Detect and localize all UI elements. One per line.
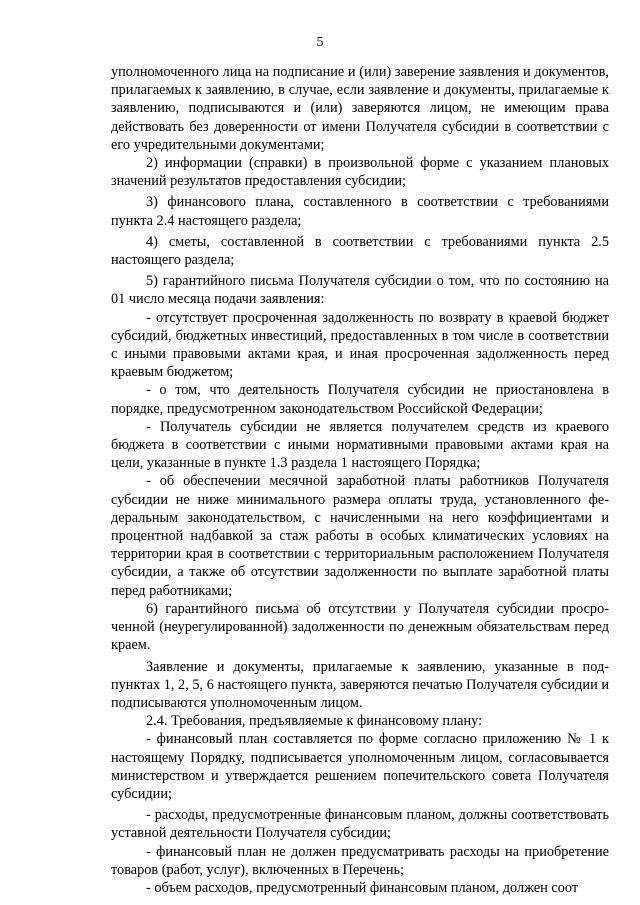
- paragraph-certification: Заявление и документы, прилагаемые к заявлению, указанные в подпунктах 1, 2, 5, 6 настоящего пункта, заверяются печатью Получателя субсидии и подписываются уполномоченным лицом.: [111, 658, 609, 711]
- paragraph-bullet-purchases: - финансовый план не должен предусматривать расходы на приобретение товаров (работ, услуг), включенных в Перечень;: [111, 843, 609, 878]
- paragraph-bullet-recipient: - Получатель субсидии не является получателем средств из краевого бюджета в соответствии с иными нормативными правовыми актами края на цели, указанные в пункте 1.3 раздела 1 настоящего Порядка;: [111, 418, 609, 472]
- paragraph-bullet-debt: - отсутствует просроченная задолженность по возврату в краевой бюджет субсидий, бюджетных инвестиций, предоставленных в том числе в соответствии с иными правовыми актами края, и иная просроченная задолженность перед краевым бюджетом;: [111, 309, 609, 381]
- paragraph-bullet-form: - финансовый план составляется по форме согласно приложению № 1 к настоящему Порядку, подписывается уполномоченным лицом, согласовывается министерством и утверждается решением попечительского совета Получателя субсидии;: [111, 731, 609, 802]
- paragraph-item-6: 6) гарантийного письма об отсутствии у Получателя субсидии просроченной (неурегулированной) задолженности по денежным обязательствам перед краем.: [111, 600, 609, 654]
- paragraph-item-3: 3) финансового плана, составленного в соответствии с требованиями пункта 2.4 настоящего раздела;: [111, 194, 609, 229]
- paragraph-bullet-volume: - объем расходов, предусмотренный финансовым планом, должен соот: [146, 879, 579, 896]
- paragraph-bullet-activity: - о том, что деятельность Получателя субсидии не приостановлена в порядке, предусмотренном законодательством Российской Федерации;: [111, 382, 609, 417]
- paragraph-bullet-salary: - об обеспечении месячной заработной платы работников Получателя субсидии не ниже минимального размера оплаты труда, установленного федеральным законодательством, с начисленными на него коэффициентами и процентной надбавкой за стаж работы в особых климатических условиях на территории края в соответствии с территориальным расположением Получателя субсидии, а также об отсутствии задолженности по выплате заработной платы перед работниками;: [111, 473, 609, 599]
- paragraph-item-2: 2) информации (справки) в произвольной форме с указанием плановых значений результатов предоставления субсидии;: [111, 155, 609, 190]
- document-body: [111, 63, 609, 897]
- paragraph-continuation: уполномоченного лица на подписание и (или) заверение заявления и документов, прилагаемых к заявлению, в случае, если заявление и документы, прилагаемые к заявлению, подписываются и (или) заверяются лицом, не имеющим права действовать без доверенности от имени Получателя субсидии в соответствии с его учредительными документами;: [111, 64, 609, 153]
- page-number: 5: [316, 35, 324, 50]
- paragraph-section-2-4: 2.4. Требования, предъявляемые к финансовому плану:: [146, 713, 483, 730]
- paragraph-item-4: 4) сметы, составленной в соответствии с требованиями пункта 2.5 настоящего раздела;: [111, 233, 609, 269]
- paragraph-bullet-expenses: - расходы, предусмотренные финансовым планом, должны соответствовать уставной деятельности Получателя субсидии;: [111, 807, 609, 842]
- paragraph-item-5: 5) гарантийного письма Получателя субсидии о том, что по состоянию на 01 число месяца подачи заявления:: [111, 273, 609, 308]
